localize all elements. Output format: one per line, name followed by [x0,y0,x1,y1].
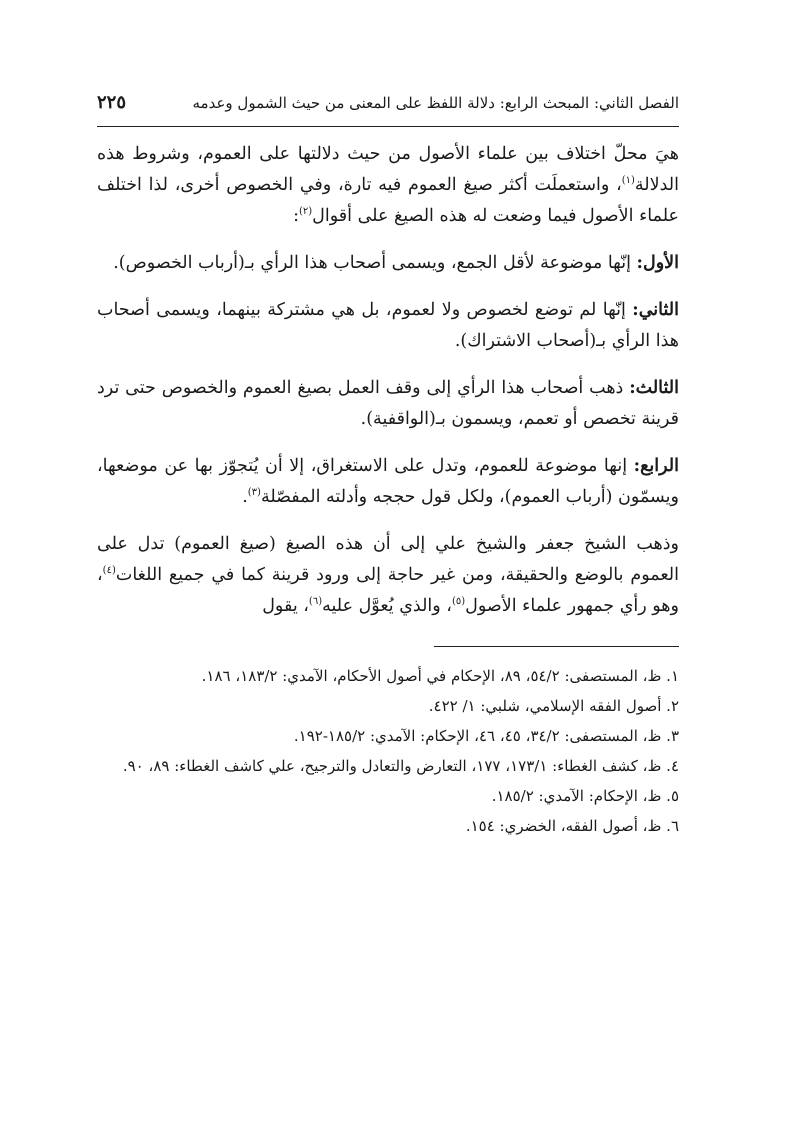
paragraph-first-opinion: الأول: إنّها موضوعة لأقل الجمع، ويسمى أصحاب هذا الرأي بـ(أرباب الخصوص). [113,253,679,273]
footnote-ref: (٤) [102,565,116,577]
paragraph-conclusion: وذهب الشيخ جعفر والشيخ علي إلى أن هذه الصيغ (صيغ العموم) تدل على العموم بالوضع والحقيقة، ومن غير حاجة إلى ورود قرينة كما في جميع اللغات$^{(٤)}$، وهو رأي جمهور علماء الأصول$^{(٥)}$، والذي يُعوَّل عليه$^{(٦)}$، يقول [97,534,679,616]
paragraph-fourth-opinion: الرابع: إنها موضوعة للعموم، وتدل على الاستغراق، إلا أن يُتجوّز بها عن موضعها، ويسمّون (أرباب العموم)، ولكل قول حججه وأدلته المفصّلة$^{(٣)}$. [97,456,679,507]
opinion-label: الأول: [636,253,679,273]
body-text [97,139,679,622]
opinion-label: الثاني: [632,300,679,320]
header-rule [97,126,679,127]
footnote-ref: (٢) [298,206,313,218]
footnote-ref: (١) [621,175,635,187]
footnote: ٤. ظ، كشف الغطاء: ١٧٣/١، ١٧٧، التعارض والتعادل والترجيح، علي كاشف الغطاء: ٨٩، ٩٠. [122,757,679,775]
footnote: ٦. ظ، أصول الفقه، الخضري: ١٥٤. [465,817,679,835]
page-number: ٢٢٥ [97,92,127,113]
running-header [97,92,679,122]
footnotes [97,661,679,841]
footnote-ref: (٦) [308,596,323,608]
footnote: ١. ظ، المستصفى: ٥٤/٢، ٨٩، الإحكام في أصول الأحكام، الآمدي: ١٨٣/٢، ١٨٦. [201,667,679,685]
footnote: ٢. أصول الفقه الإسلامي، شلبي: ١/ ٤٢٢. [428,697,679,715]
paragraph-second-opinion: الثاني: إنّها لم توضع لخصوص ولا لعموم، بل هي مشتركة بينهما، ويسمى أصحاب هذا الرأي بـ(أصحاب الاشتراك). [97,300,679,351]
footnote-rule [434,646,679,647]
footnote-ref: (٥) [451,596,466,608]
page [97,92,679,1082]
opinion-label: الثالث: [629,378,679,398]
opinion-label: الرابع: [633,456,679,476]
footnote: ٣. ظ، المستصفى: ٣٤/٢، ٤٥، ٤٦، الإحكام: الآمدي: ١٨٥/٢-١٩٢. [293,727,679,745]
footnote-ref: (٣) [247,487,261,499]
paragraph-intro: هيَ محلّ اختلاف بين علماء الأصول من حيث دلالتها على العموم، وشروط هذه الدلالة$^{(١)}$، واستعملَت أكثر صيغ العموم فيه تارة، وفي الخصوص أخرى، لذا اختلف علماء الأصول فيما وضعت له هذه الصيغ على أقوال$^{(٢)}$: [97,144,679,226]
chapter-title: الفصل الثاني: المبحث الرابع: دلالة اللفظ على المعنى من حيث الشمول وعدمه [192,94,679,112]
paragraph-third-opinion: الثالث: ذهب أصحاب هذا الرأي إلى وقف العمل بصيغ العموم والخصوص حتى ترد قرينة تخصص أو تعمم، ويسمون بـ(الواقفية). [97,378,679,429]
footnote: ٥. ظ، الإحكام: الآمدي: ١٨٥/٢. [491,787,679,805]
